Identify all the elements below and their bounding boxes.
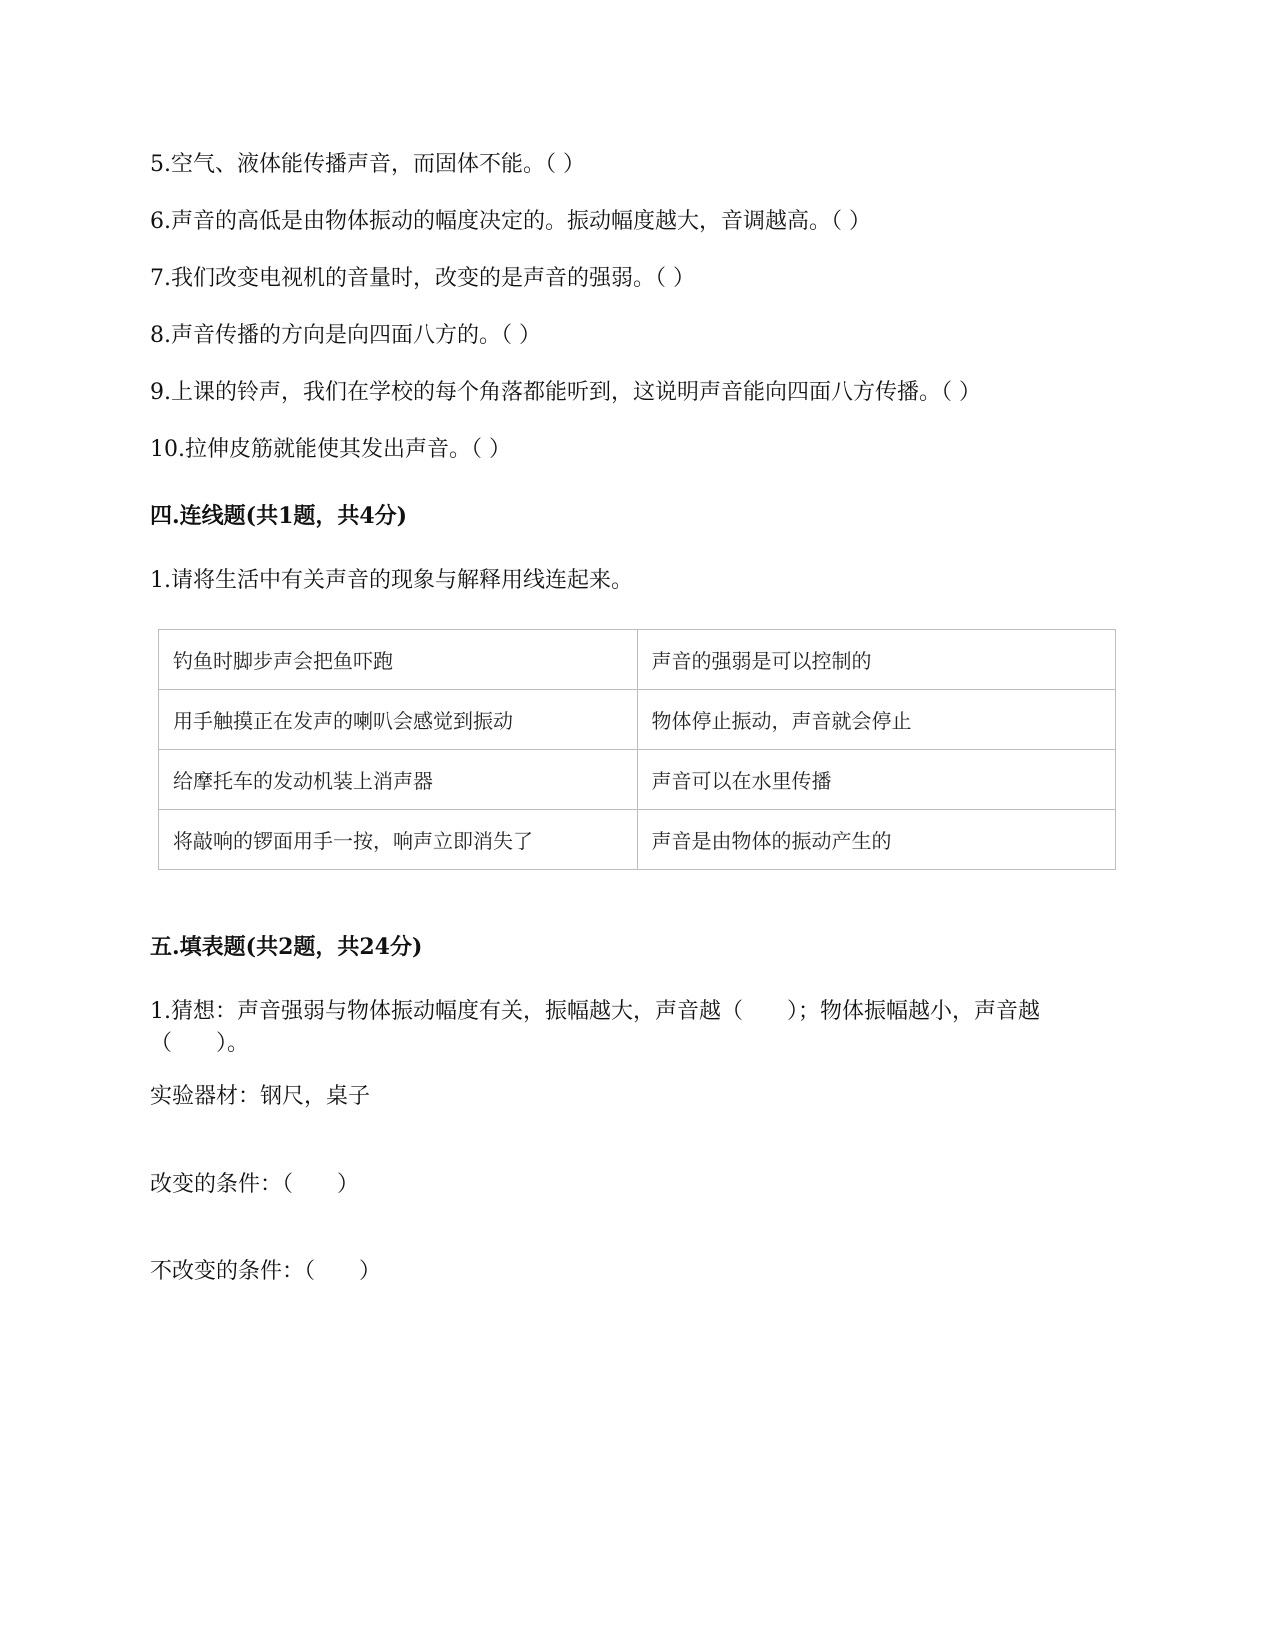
judgement-item-5: 5.空气、液体能传播声音，而固体不能。（ ） <box>150 152 585 177</box>
unchanged-condition: 不改变的条件：（ ） <box>150 1259 382 1284</box>
section-4-heading: 四.连线题(共1题，共4分) <box>150 503 408 529</box>
table-row <box>159 630 1116 690</box>
explanation-cell: 物体停止振动，声音就会停止 <box>637 690 1116 750</box>
section-5-heading: 五.填表题(共2题，共24分) <box>150 934 423 960</box>
phenomenon-cell: 钓鱼时脚步声会把鱼吓跑 <box>159 630 638 690</box>
explanation-cell: 声音的强弱是可以控制的 <box>637 630 1116 690</box>
judgement-item-8: 8.声音传播的方向是向四面八方的。（ ） <box>150 323 541 348</box>
phenomenon-cell: 给摩托车的发动机装上消声器 <box>159 750 638 810</box>
changed-condition: 改变的条件：（ ） <box>150 1172 360 1197</box>
table-row <box>159 690 1116 750</box>
phenomenon-cell: 将敲响的锣面用手一按，响声立即消失了 <box>159 810 638 870</box>
judgement-item-9: 9.上课的铃声，我们在学校的每个角落都能听到，这说明声音能向四面八方传播。（ ） <box>150 380 981 405</box>
section-4-question: 1.请将生活中有关声音的现象与解释用线连起来。 <box>150 568 633 593</box>
matching-table <box>158 629 1116 870</box>
experiment-materials: 实验器材：钢尺，桌子 <box>150 1084 371 1109</box>
judgement-item-6: 6.声音的高低是由物体振动的幅度决定的。振动幅度越大，音调越高。（ ） <box>150 209 871 234</box>
judgement-item-10: 10.拉伸皮筋就能使其发出声音。（ ） <box>150 437 511 462</box>
section-5-question: 1.猜想：声音强弱与物体振动幅度有关，振幅越大，声音越（ ）；物体振幅越小，声音越（ ）。 <box>150 999 1040 1056</box>
phenomenon-cell: 用手触摸正在发声的喇叭会感觉到振动 <box>159 690 638 750</box>
explanation-cell: 声音可以在水里传播 <box>637 750 1116 810</box>
table-row <box>159 750 1116 810</box>
table-row <box>159 810 1116 870</box>
judgement-item-7: 7.我们改变电视机的音量时，改变的是声音的强弱。（ ） <box>150 266 695 291</box>
explanation-cell: 声音是由物体的振动产生的 <box>637 810 1116 870</box>
